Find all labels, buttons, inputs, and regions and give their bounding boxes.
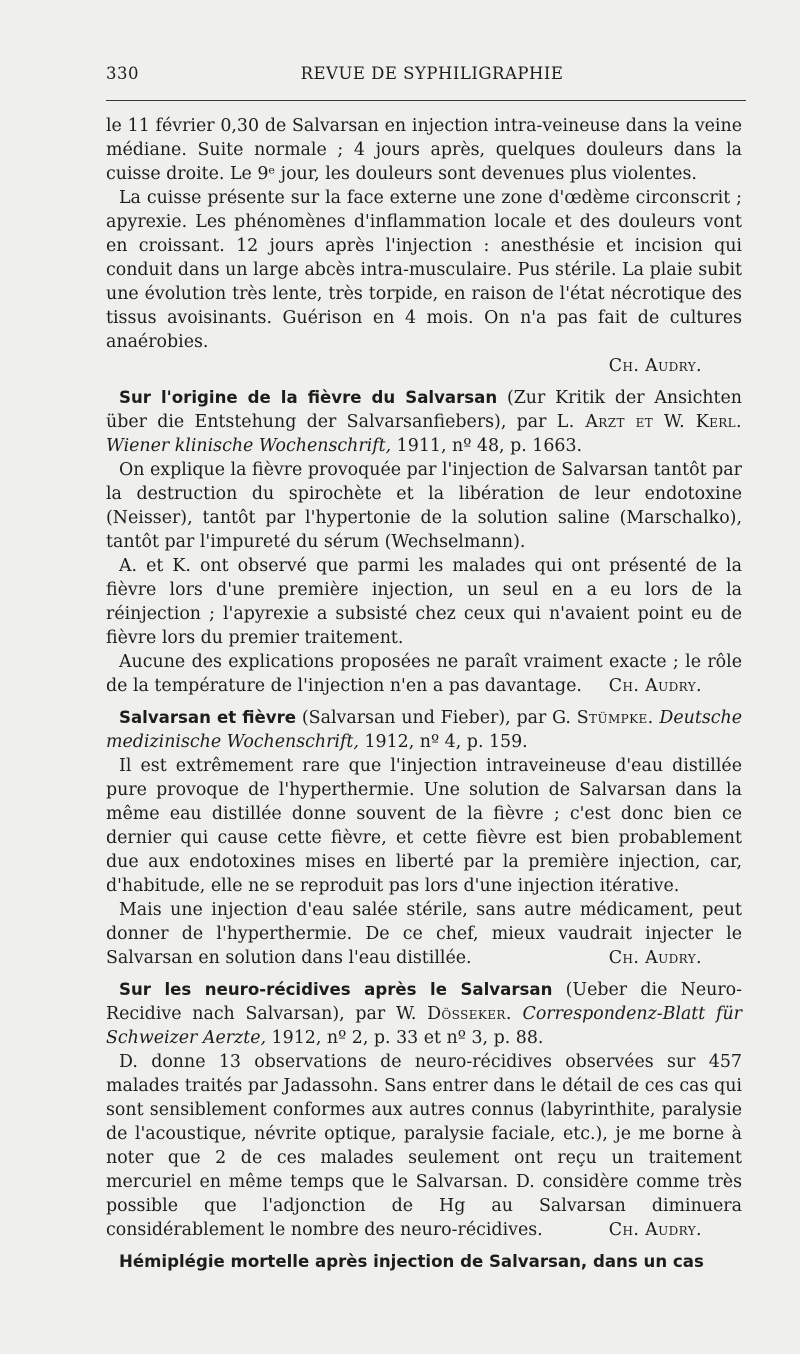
article-1-paragraph-3 [106, 650, 742, 698]
article-2-title: Salvarsan et fièvre [119, 708, 297, 727]
article-1-authors: L. Arzt et W. Kerl. [556, 412, 742, 432]
page-number: 330 [106, 64, 139, 83]
article-3-citation-a: (Ueber die Neuro-Recidive nach Salvarsan), par W. [106, 980, 742, 1024]
article-2-paragraph-2-text: Mais une injection d'eau salée stérile, sans autre médicament, peut donner de l'hyperthermie. De ce chef, mieux vaudrait injecter le Salvarsan en solution dans l'eau distillée. [106, 900, 742, 968]
article-3-authors: Dösseker. [427, 1004, 512, 1024]
article-1-citation-a: (Zur Kritik der Ansichten über die Entstehung der Salvarsanfiebers), par [106, 388, 742, 432]
article-4-heading [106, 1250, 742, 1274]
signature-text: Ch. Audry. [608, 356, 702, 376]
article-1-title: Sur l'origine de la fièvre du Salvarsan [119, 388, 498, 407]
article-1-paragraph-3-text: Aucune des explications proposées ne paraît vraiment exacte ; le rôle de la température de l'injection n'en a pas davantage. [106, 652, 742, 696]
continuation-signature [106, 354, 742, 378]
article-2-citation-a: (Salvarsan und Fieber), par G. [296, 708, 577, 728]
article-1-heading [106, 386, 742, 458]
article-3-citation-b: 1912, nº 2, p. 33 et nº 3, p. 88. [266, 1028, 544, 1048]
article-3-signature: Ch. Audry. [608, 1220, 702, 1240]
running-title: REVUE DE SYPHILIGRAPHIE [300, 64, 564, 83]
article-2-paragraph-1: Il est extrêmement rare que l'injection intraveineuse d'eau distillée pure provoque de l'hyperthermie. Une solution de Salvarsan dans la même eau distillée donne souvent de la fièvre ; c'est donc bien ce dernier qui cause cette fièvre, et cette fièvre est bien probablement due aux endotoxines mises en liberté par la première injection, car, d'habitude, elle ne se reproduit pas lors d'une injection itérative. [106, 756, 742, 896]
article-3-paragraph-1-text: D. donne 13 observations de neuro-récidives observées sur 457 malades traités par Jadassohn. Sans entrer dans le détail de ces cas qui sont sensiblement conformes aux autres connus (labyrinthite, paralysie de l'acoustique, névrite optique, paralysie faciale, etc.), je me borne à noter que 2 de ces malades seulement ont reçu un traitement mercuriel en même temps que le Salvarsan. D. considère comme très possible que l'adjonction de Hg au Salvarsan diminuera considérablement le nombre des neuro-récidives. [106, 1052, 742, 1240]
continuation-paragraph-1: le 11 février 0,30 de Salvarsan en injection intra-veineuse dans la veine médiane. Suite normale ; 4 jours après, quelques douleurs dans la cuisse droite. Le 9ᵉ jour, les douleurs sont devenues plus violentes. [106, 116, 742, 184]
article-2-paragraph-2 [106, 898, 742, 970]
article-2-authors: Stümpke. [576, 708, 654, 728]
article-3-journal: Correspondenz-Blatt für Schweizer Aerzte, [106, 1004, 742, 1048]
article-2-citation-b: 1912, nº 4, p. 159. [358, 732, 528, 752]
article-4-title: Hémiplégie mortelle après injection de Salvarsan, dans un cas [119, 1252, 704, 1271]
article-2-heading [106, 706, 742, 754]
continuation-paragraph-2: La cuisse présente sur la face externe une zone d'œdème circonscrit ; apyrexie. Les phénomènes d'inflammation locale et des douleurs vont en croissant. 12 jours après l'injection : anesthésie et incision qui conduit dans un large abcès intra-musculaire. Pus stérile. La plaie subit une évolution très lente, très torpide, en raison de l'état nécrotique des tissus avoisinants. Guérison en 4 mois. On n'a pas fait de cultures anaérobies. [106, 188, 742, 352]
article-3-title: Sur les neuro-récidives après le Salvarsan [119, 980, 553, 999]
article-1-paragraph-2: A. et K. ont observé que parmi les malades qui ont présenté de la fièvre lors d'une première injection, un seul en a eu lors de la réinjection ; l'apyrexie a subsisté chez ceux qui n'avaient point eu de fièvre lors du premier traitement. [106, 556, 742, 648]
article-1-paragraph-1: On explique la fièvre provoquée par l'injection de Salvarsan tantôt par la destruction du spirochète et la libération de leur endotoxine (Neisser), tantôt par l'hypertonie de la solution saline (Marschalko), tantôt par l'impureté du sérum (Wechselmann). [106, 460, 742, 552]
article-3-paragraph-1 [106, 1050, 742, 1242]
article-2-signature: Ch. Audry. [608, 948, 702, 968]
article-1-journal: Wiener klinische Wochenschrift, [106, 436, 392, 456]
article-1-citation-b: 1911, nº 48, p. 1663. [391, 436, 583, 456]
header-rule [106, 100, 746, 101]
article-3-heading [106, 978, 742, 1050]
article-1-signature: Ch. Audry. [608, 676, 702, 696]
page-header [106, 64, 746, 88]
article-2-journal: Deutsche medizinische Wochenschrift, [106, 708, 742, 752]
page-body [106, 114, 742, 1274]
